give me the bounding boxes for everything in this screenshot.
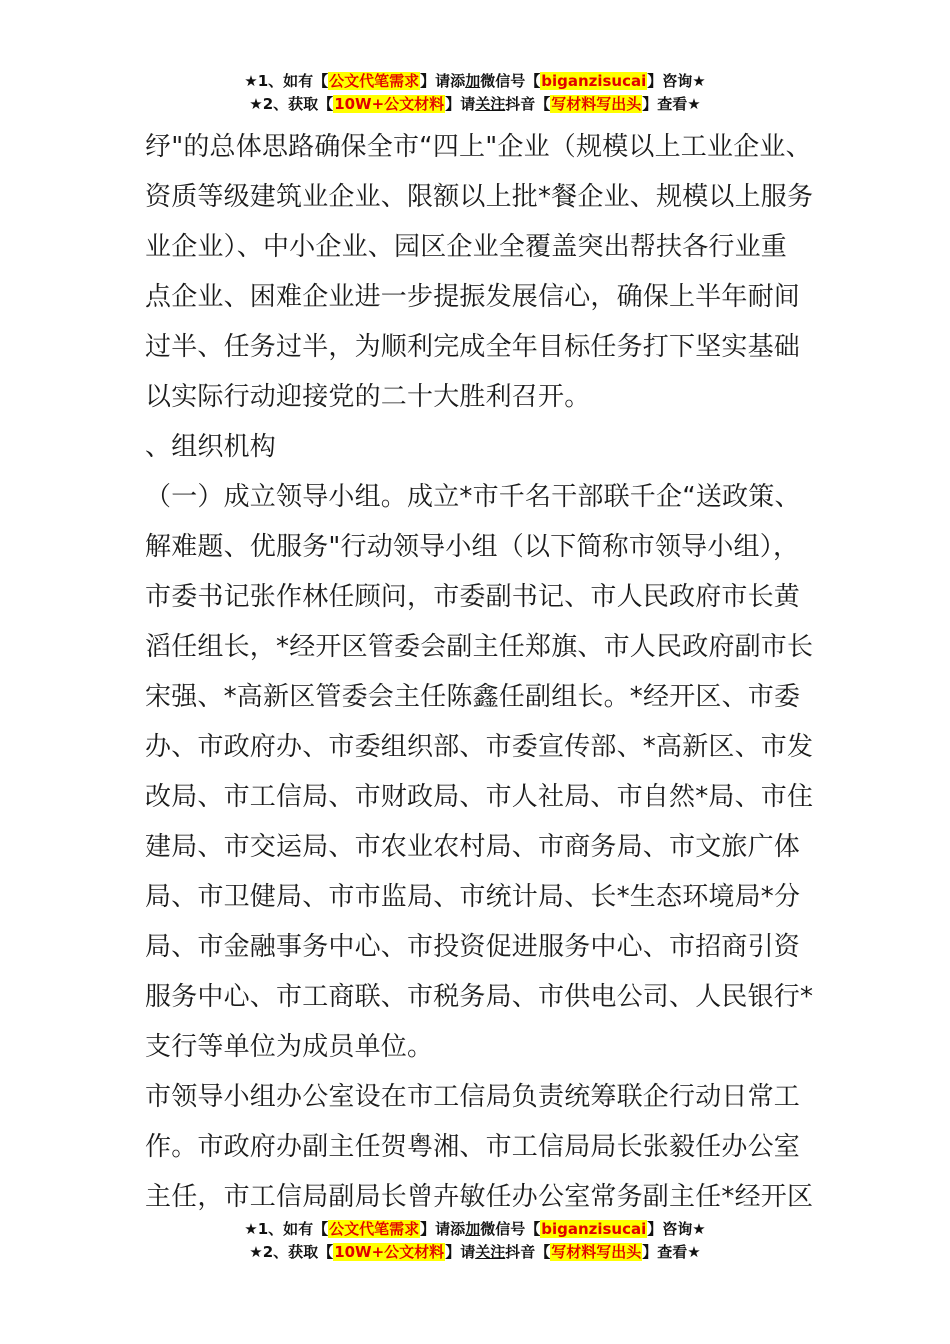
text-line: 滔任组长，*经开区管委会副主任郑旗、市人民政府副市长 [145, 632, 814, 662]
text-line: 办、市政府办、市委组织部、市委宣传部、*高新区、市发 [145, 732, 814, 762]
banner-text: 】查看★ [642, 95, 701, 113]
banner-highlight: 10W+公文材料 [334, 95, 445, 113]
banner-text: 关注 [475, 95, 506, 113]
banner-text: ★1、如有【 [244, 1220, 329, 1238]
banner-text: ★2、获取【 [249, 95, 334, 113]
banner-highlight: 写材料写出头 [551, 95, 642, 113]
text-line: 作。市政府办副主任贺粤湘、市工信局局长张毅任办公室 [145, 1132, 801, 1162]
banner-highlight: 公文代笔需求 [329, 72, 420, 90]
banner-text: ★1、如有【 [244, 72, 329, 90]
text-line: 业企业）、中小企业、园区企业全覆盖突出帮扶各行业重 [145, 232, 788, 262]
text-line: 宋强、*高新区管委会主任陈鑫任副组长。*经开区、市委 [145, 682, 801, 712]
banner-text: 】咨询★ [647, 72, 706, 90]
banner-highlight: biganzisucai [541, 72, 647, 90]
banner-highlight: biganzisucai [541, 1220, 647, 1238]
text-line: 建局、市交运局、市农业农村局、市商务局、市文旅广体 [145, 832, 801, 862]
banner-text: 关注 [475, 1243, 506, 1261]
banner-text: 抖音【 [505, 95, 551, 113]
text-line: 纾"的总体思路确保全市“四上"企业（规模以上工业企业、 [145, 132, 812, 162]
banner-text: 加 [465, 72, 481, 90]
banner-text: 】查看★ [642, 1243, 701, 1261]
banner-highlight: 公文代笔需求 [329, 1220, 420, 1238]
text-line: 资质等级建筑业企业、限额以上批*餐企业、规模以上服务 [145, 182, 814, 212]
banner-text: 】请添 [420, 1220, 466, 1238]
text-line: 市领导小组办公室设在市工信局负责统筹联企行动日常工 [145, 1082, 801, 1112]
text-line: 市委书记张作林任顾问，市委副书记、市人民政府市长黄 [145, 582, 801, 612]
banner-highlight: 写材料写出头 [551, 1243, 642, 1261]
banner-text: 微信号【 [480, 1220, 541, 1238]
banner-line-1 [0, 1218, 950, 1241]
text-line: 支行等单位为成员单位。 [145, 1032, 434, 1062]
text-line: 局、市卫健局、市市监局、市统计局、长*生态环境局*分 [145, 882, 801, 912]
text-line: 点企业、困难企业进一步提振发展信心，确保上半年耐间 [145, 282, 801, 312]
text-line: 解难题、优服务"行动领导小组（以下简称市领导小组）， [145, 532, 800, 562]
text-line: 以实际行动迎接党的二十大胜利召开。 [145, 382, 591, 412]
section-heading: 、组织机构 [145, 432, 277, 462]
banner-line-2 [0, 1241, 950, 1264]
document-body [145, 122, 815, 1222]
banner-text: 抖音【 [505, 1243, 551, 1261]
banner-text: 微信号【 [480, 72, 541, 90]
banner-text: 】请添 [420, 72, 466, 90]
banner-text: ★2、获取【 [249, 1243, 334, 1261]
banner-text: 】咨询★ [647, 1220, 706, 1238]
text-line: 服务中心、市工商联、市税务局、市供电公司、人民银行* [145, 982, 814, 1012]
banner-text: 加 [465, 1220, 481, 1238]
footer-banner [0, 1218, 950, 1264]
text-line: 过半、任务过半，为顺利完成全年目标任务打下坚实基础 [145, 332, 801, 362]
header-banner [0, 70, 950, 116]
banner-highlight: 10W+公文材料 [334, 1243, 445, 1261]
text-line: 改局、市工信局、市财政局、市人社局、市自然*局、市住 [145, 782, 814, 812]
banner-text: 】请 [445, 1243, 476, 1261]
banner-text: 】请 [445, 95, 476, 113]
text-line: 主任，市工信局副局长曾卉敏任办公室常务副主任*经开区 [145, 1182, 814, 1212]
banner-line-1 [0, 70, 950, 93]
banner-line-2 [0, 93, 950, 116]
text-line: （一）成立领导小组。成立*市千名干部联千企“送政策、 [145, 482, 801, 512]
text-line: 局、市金融事务中心、市投资促进服务中心、市招商引资 [145, 932, 801, 962]
